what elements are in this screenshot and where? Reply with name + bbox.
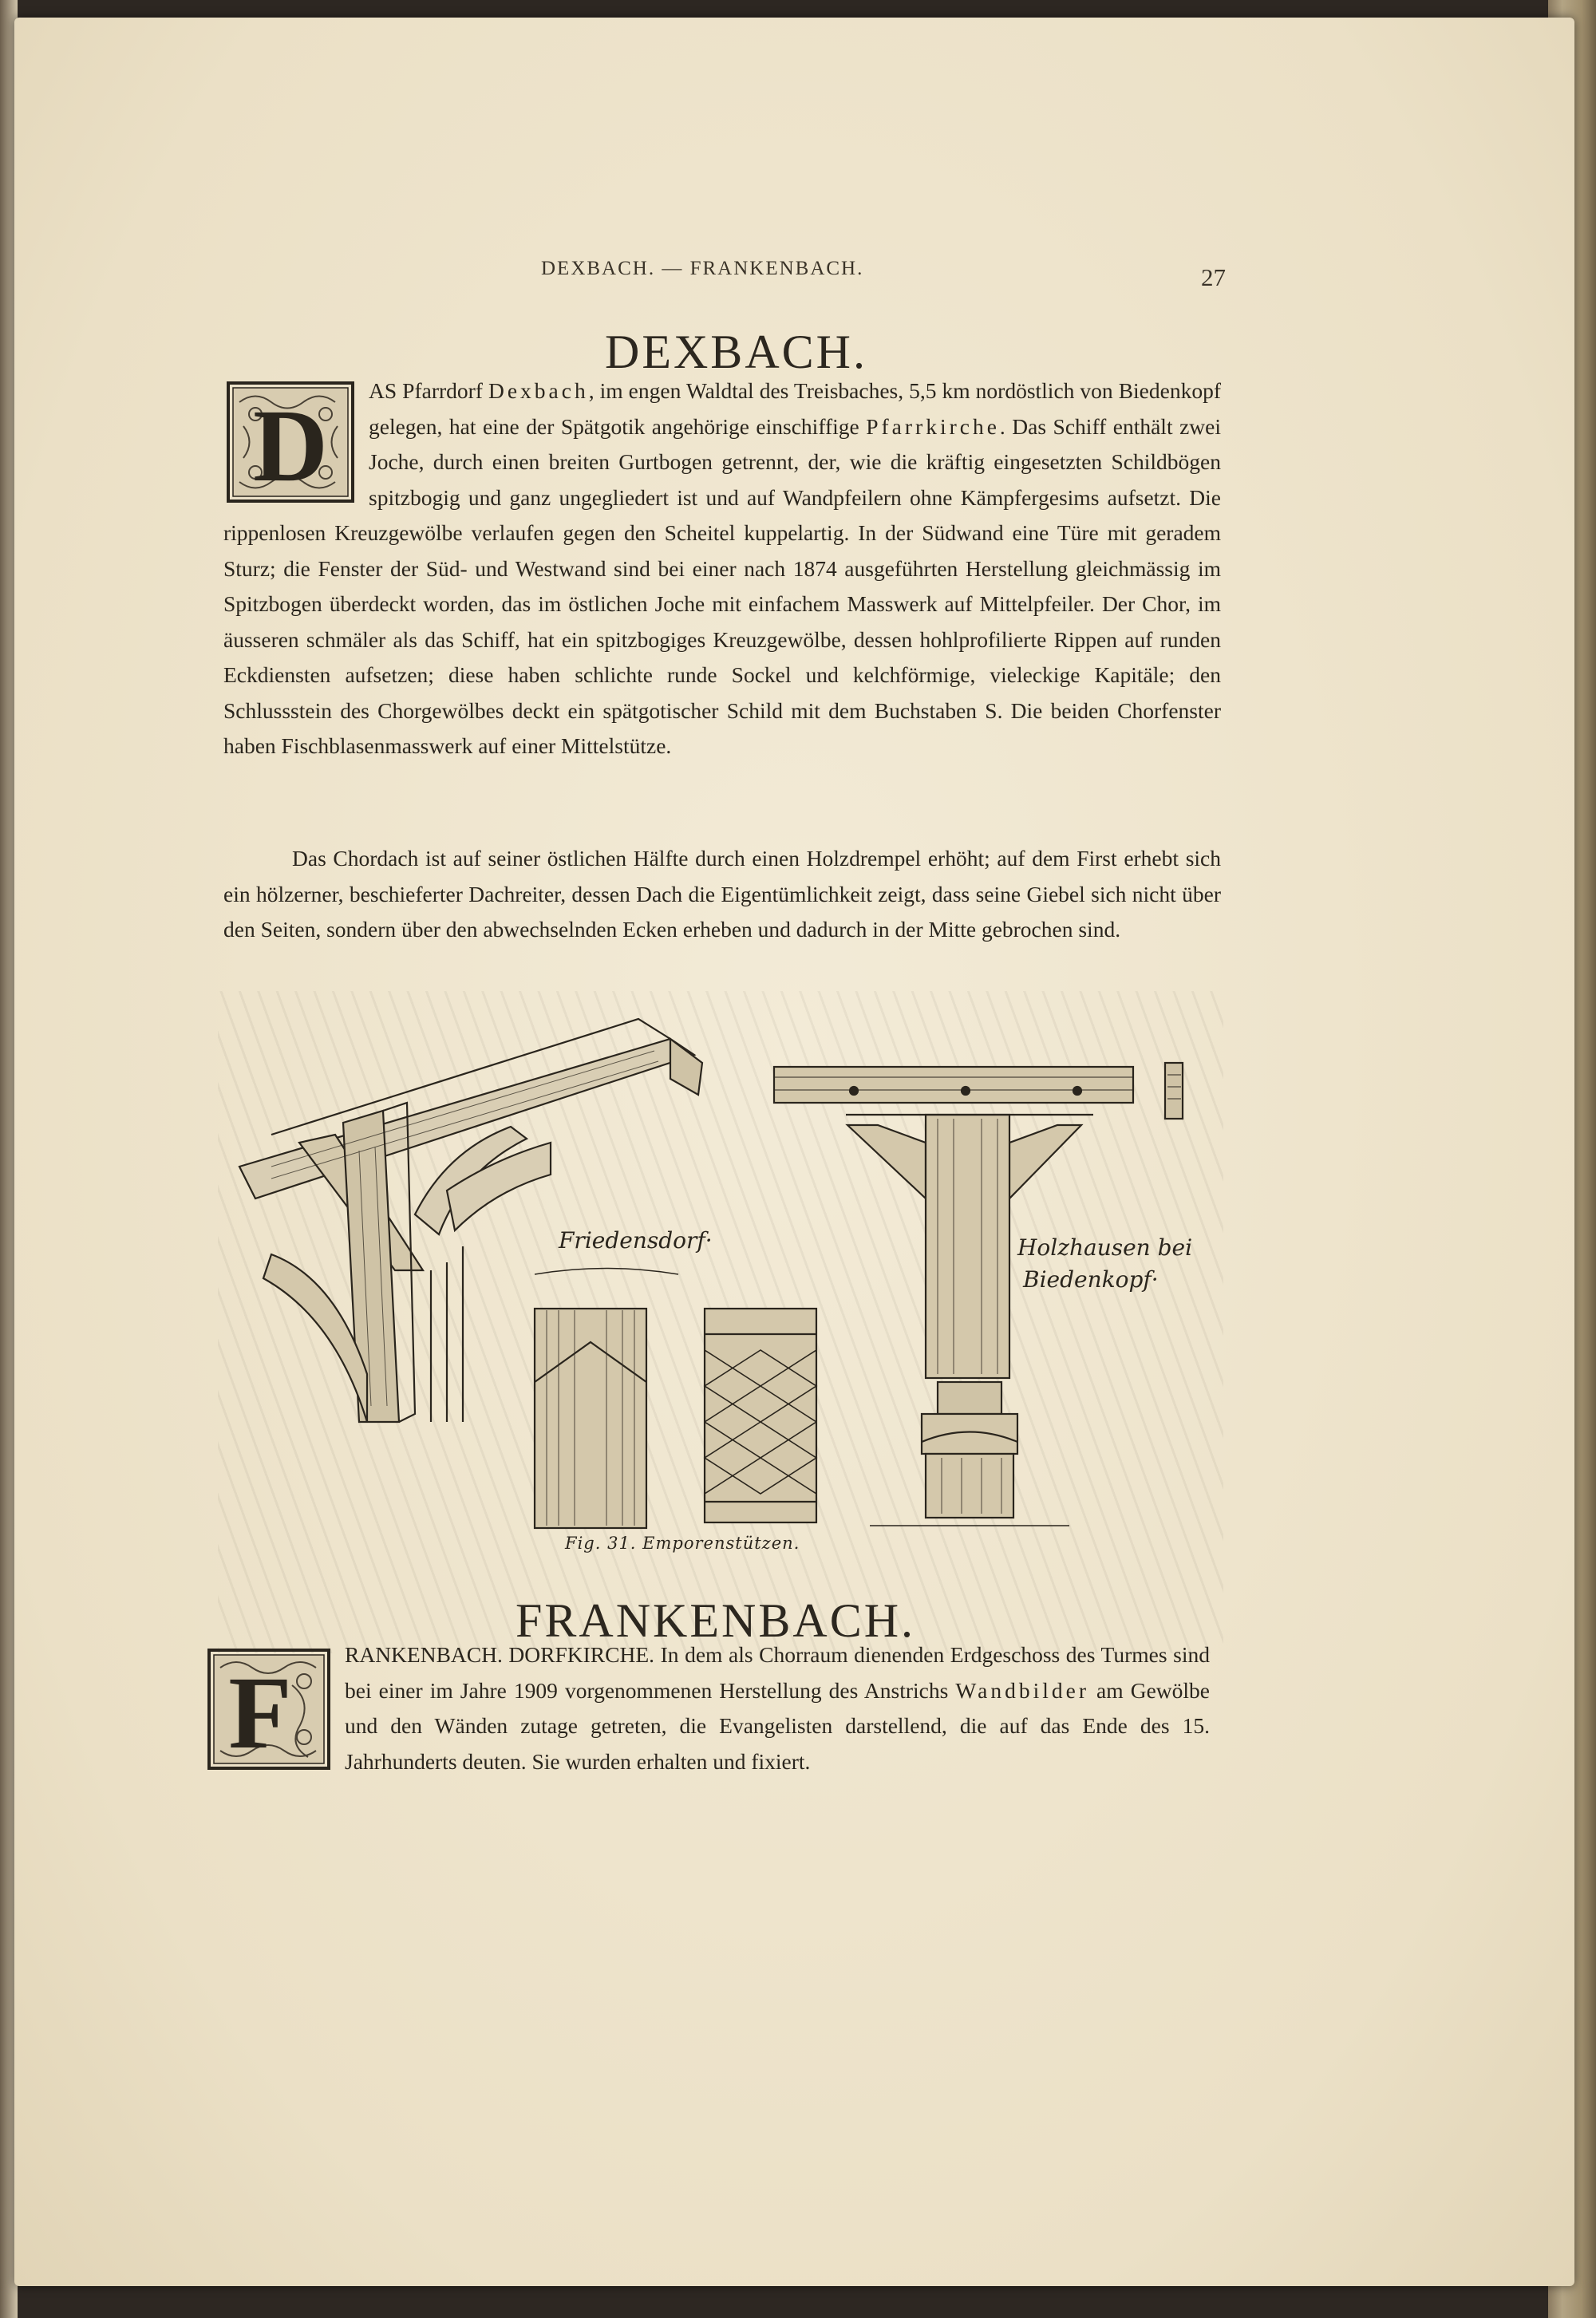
term-wandbilder: Wandbilder: [955, 1677, 1089, 1703]
holzhausen-post-drawing: [774, 1063, 1183, 1526]
heading-frankenbach: FRANKENBACH.: [516, 1594, 916, 1647]
text-segment: . Das Schiff enthält zwei Joche, durch einen breiten Gurtbogen getrennt, der, wie die kräftig eingesetzten Schildbögen spitzbogig und ganz ungegliedert ist und auf Wandpfeilern ohne Kämpfergesims aufsetzt. Die rippenlosen Kreuzgewölbe verlaufen gegen den Scheitel kuppelartig. In der Südwand eine Türe mit geradem Sturz; die Fenster der Süd- und Westwand sind bei einer nach 1874 ausgeführten Herstellung gleichmässig im Spitzbogen überdeckt worden, das im östlichen Joche mit einfachem Masswerk auf Mittelpfeiler. Der Chor, im äusseren schmäler als das Schiff, hat ein spitzbogiges Kreuzgewölbe, dessen hohlprofilierte Rippen auf runden Eckdiensten aufsetzen; diese haben schlichte runde Sockel und kelchförmige, vieleckige Kapitäle; den Schlussstein des Chorgewölbes deckt ein spätgotischer Schild mit dem Buchstaben S. Die beiden Chorfenster haben Fischblasenmasswerk auf einer Mittelstütze.: [223, 413, 1221, 758]
text-segment: am Gewölbe und den Wänden zutage getreten, die Evangelisten darstellend, die auf das Ende des 15. Jahrhunderts deuten. Sie wurden erhalten und fixiert.: [345, 1677, 1210, 1774]
page-number: 27: [1201, 263, 1226, 291]
dexbach-paragraph-2: Das Chordach ist auf seiner östlichen Hälfte durch einen Holzdrempel erhöht; auf dem First erhebt sich ein hölzerner, beschieferter Dachreiter, dessen Dach die Eigentümlichkeit zeigt, dass seine Giebel sich nicht über den Seiten, sondern über den abwechselnden Ecken erheben und dadurch in der Mitte gebrochen sind.: [223, 846, 1221, 942]
initial-f-svg: [204, 1645, 334, 1773]
book-page: [14, 18, 1574, 2286]
initial-d-svg: [223, 378, 358, 506]
svg-text:F: F: [228, 1656, 292, 1771]
term-pfarrkirche: Pfarrkirche: [866, 413, 1000, 439]
label-friedensdorf: Friedensdorf·: [559, 1227, 713, 1254]
friedensdorf-post-1: [535, 1309, 646, 1528]
initial-f-ornament: [204, 1645, 334, 1773]
figure-31-emporenstuetzen: [223, 1007, 1213, 1566]
frankenbach-paragraph: [204, 1637, 1210, 1779]
text-segment: , im engen Waldtal des Treisbaches, 5,5 km nordöstlich von Biedenkopf gelegen, hat eine der Spätgotik angehörige einschiffige: [369, 378, 1221, 439]
label-holzhausen-line-1: Holzhausen bei: [1017, 1234, 1193, 1261]
initial-d-ornament: [223, 378, 358, 506]
heading-dexbach: DEXBACH.: [605, 326, 868, 378]
figure-caption: Fig. 31. Emporenstützen.: [565, 1534, 800, 1553]
friedensdorf-post-2: [705, 1309, 816, 1522]
place-name-dexbach: Dexbach: [488, 378, 589, 403]
label-holzhausen-line-2: Biedenkopf·: [1023, 1266, 1159, 1293]
text-segment: RANKENBACH. DORFKIRCHE. In dem als Chorraum dienenden Erdgeschoss des Turmes sind bei einer im Jahre 1909 vorgenommenen Herstellung des Anstrichs: [345, 1642, 1210, 1703]
svg-text:D: D: [253, 389, 328, 503]
running-head: DEXBACH. — FRANKENBACH.: [541, 258, 864, 279]
dexbach-paragraph-1: [223, 373, 1221, 764]
text-segment: AS Pfarrdorf: [369, 378, 488, 403]
